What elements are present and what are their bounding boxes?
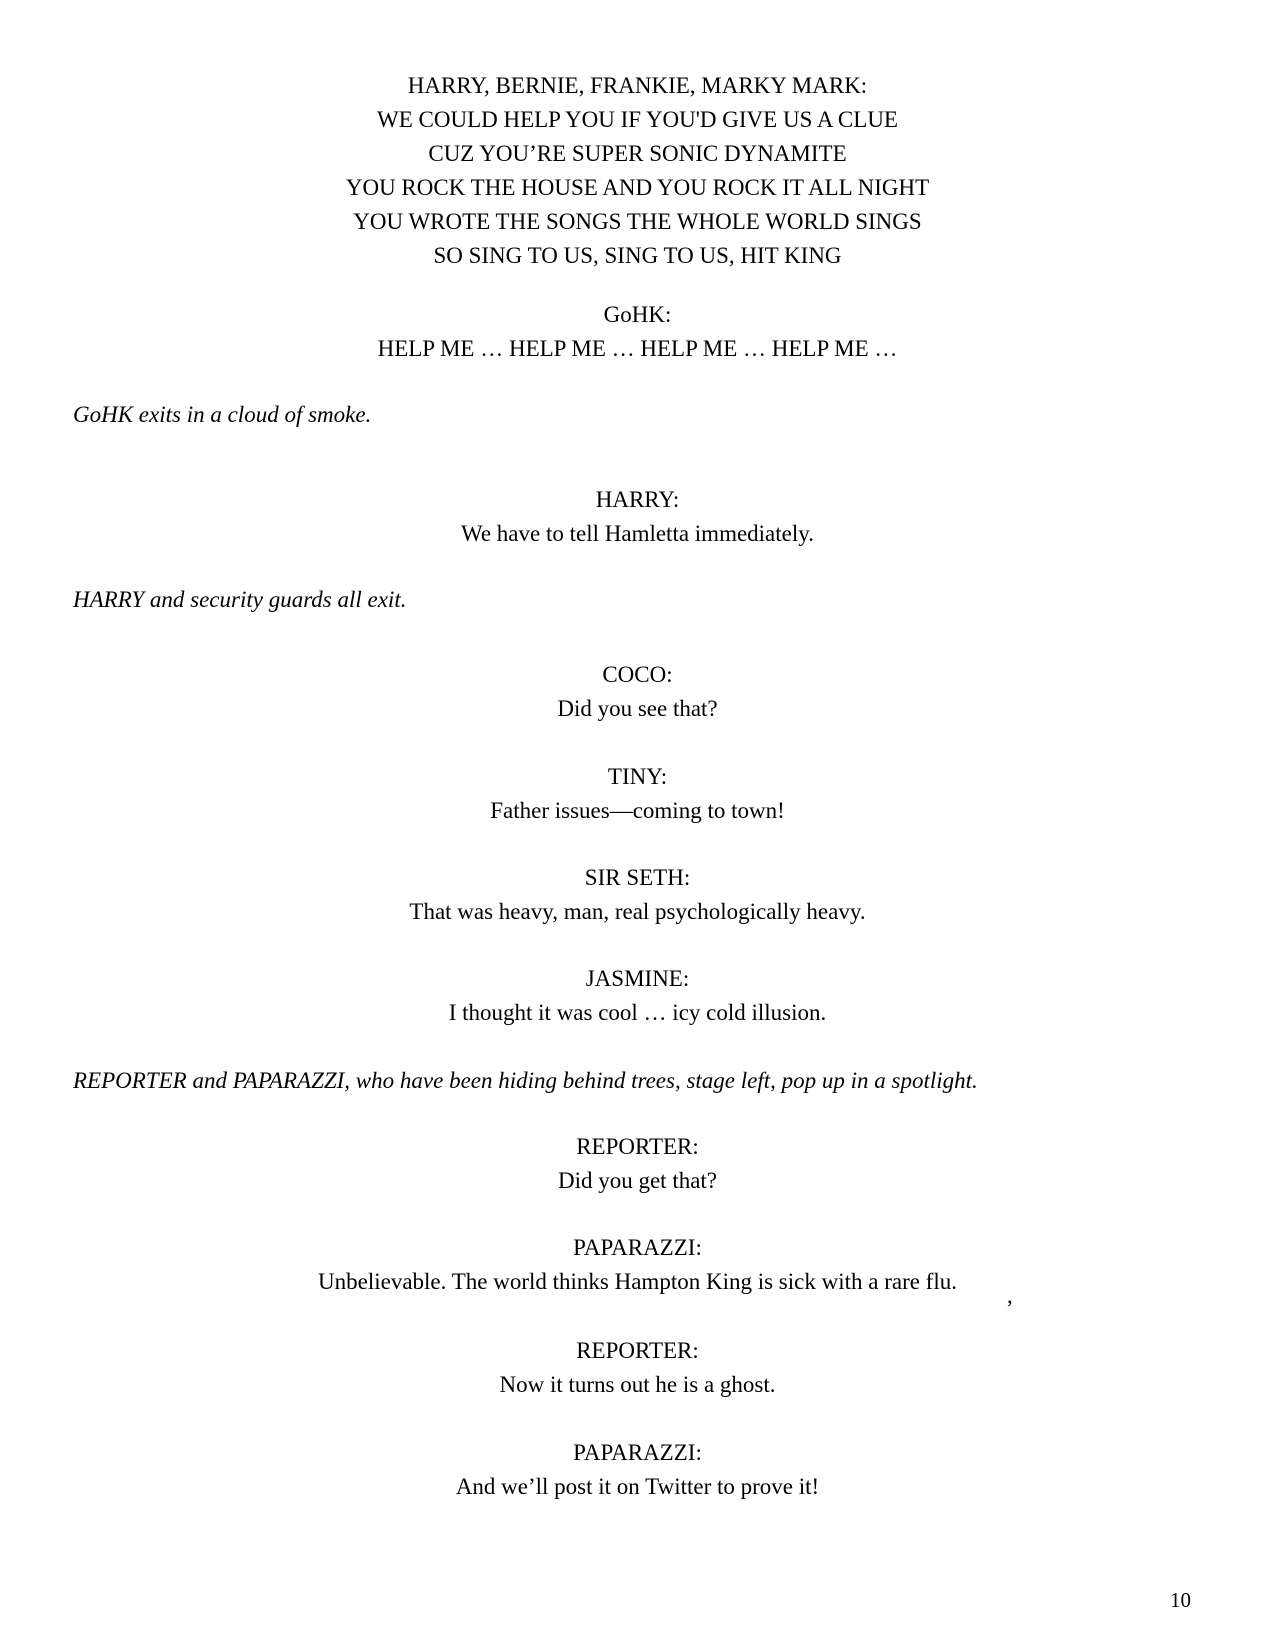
speech-block [0, 1130, 1275, 1198]
speech-block [0, 483, 1275, 551]
speaker-name: JASMINE: [585, 966, 690, 991]
dialogue-line: Father issues—coming to town! [490, 798, 785, 823]
speaker-name: PAPARAZZI: [573, 1440, 702, 1465]
dialogue-line: Unbelievable. The world thinks Hampton King is sick with a rare flu. [318, 1269, 957, 1294]
speech-block [0, 298, 1275, 366]
speech-block [0, 1436, 1275, 1504]
speech-block [0, 861, 1275, 929]
lyric-line: YOU ROCK THE HOUSE AND YOU ROCK IT ALL NIGHT [345, 175, 930, 200]
speaker-name: HARRY, BERNIE, FRANKIE, MARKY MARK: [407, 73, 868, 98]
speaker-name: REPORTER: [576, 1134, 699, 1159]
speaker-name: TINY: [607, 764, 668, 789]
speaker-name: GoHK: [603, 302, 672, 327]
speaker-name: REPORTER: [576, 1338, 699, 1363]
lyric-line: WE COULD HELP YOU IF YOU'D GIVE US A CLUE [377, 107, 898, 132]
stray-comma: , [1007, 1283, 1013, 1308]
dialogue-line: I thought it was cool … icy cold illusion. [448, 1000, 827, 1025]
stage-direction: REPORTER and PAPARAZZI, who have been hiding behind trees, stage left, pop up in a spotlight. [73, 1068, 978, 1093]
dialogue-line: Did you get that? [557, 1168, 718, 1193]
dialogue-line: Did you see that? [557, 696, 718, 721]
dialogue-line: Now it turns out he is a ghost. [499, 1372, 776, 1397]
speech-block [0, 69, 1275, 273]
speaker-name: SIR SETH: [584, 865, 691, 890]
speech-block [0, 1231, 1275, 1299]
lyric-line: YOU WROTE THE SONGS THE WHOLE WORLD SINGS [353, 209, 922, 234]
speech-block [0, 1334, 1275, 1402]
dialogue-line: We have to tell Hamletta immediately. [460, 521, 815, 546]
page-number: 10 [1170, 1588, 1191, 1612]
stage-direction: HARRY and security guards all exit. [73, 587, 407, 612]
dialogue-line: And we’ll post it on Twitter to prove it! [455, 1474, 820, 1499]
lyric-line: SO SING TO US, SING TO US, HIT KING [433, 243, 842, 268]
lyric-line: CUZ YOU’RE SUPER SONIC DYNAMITE [428, 141, 847, 166]
speech-block [0, 658, 1275, 726]
dialogue-line: That was heavy, man, real psychologically heavy. [409, 899, 866, 924]
speech-block [0, 962, 1275, 1030]
speech-block [0, 760, 1275, 828]
speaker-name: HARRY: [595, 487, 680, 512]
stage-direction: GoHK exits in a cloud of smoke. [73, 402, 372, 427]
lyric-line: HELP ME … HELP ME … HELP ME … HELP ME … [377, 336, 898, 361]
speaker-name: COCO: [602, 662, 673, 687]
speaker-name: PAPARAZZI: [573, 1235, 702, 1260]
